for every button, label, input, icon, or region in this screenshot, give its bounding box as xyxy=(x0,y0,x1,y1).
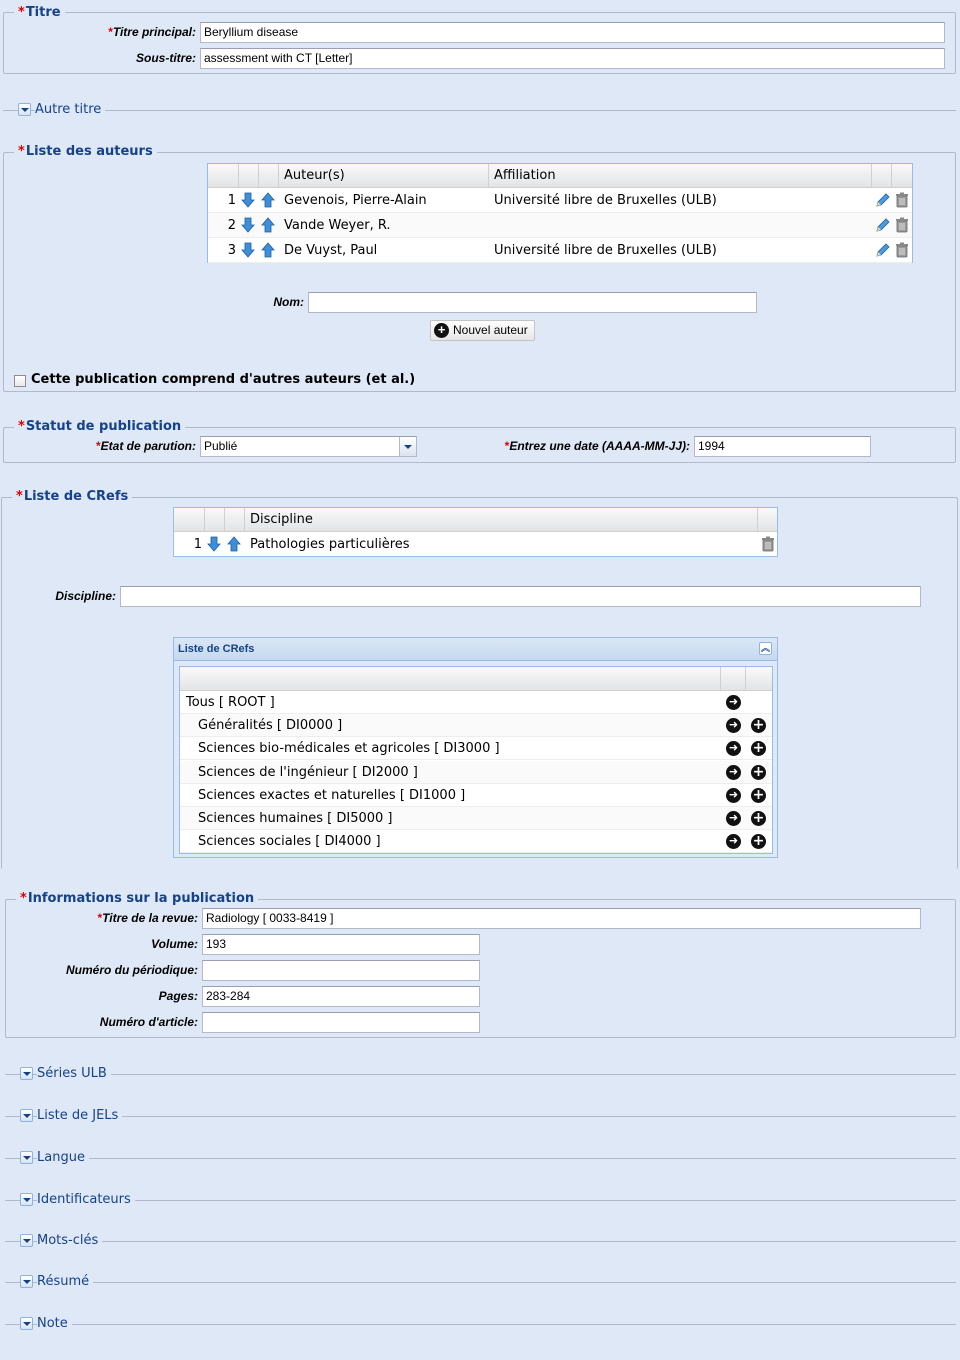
mots-cles-line xyxy=(5,1241,956,1242)
col-down xyxy=(239,164,259,187)
titre-principal-input[interactable]: Beryllium disease xyxy=(200,22,945,43)
tree-row[interactable] xyxy=(180,830,772,853)
identificateurs-toggle-icon[interactable] xyxy=(20,1193,33,1206)
author-name: De Vuyst, Paul xyxy=(284,243,378,258)
go-arrow-icon[interactable]: ➜ xyxy=(726,834,741,849)
numero-input[interactable] xyxy=(202,960,480,981)
crefs-grid-header xyxy=(174,508,777,532)
resume-line xyxy=(5,1282,956,1283)
series-ulb-toggle-icon[interactable] xyxy=(20,1067,33,1080)
trash-icon[interactable] xyxy=(894,242,910,258)
move-down-arrow-icon[interactable] xyxy=(241,192,255,208)
sous-titre-input[interactable]: assessment with CT [Letter] xyxy=(200,48,945,69)
nom-input[interactable] xyxy=(308,292,757,313)
go-arrow-icon[interactable]: ➜ xyxy=(726,788,741,803)
etat-label: *Etat de parution: xyxy=(95,439,196,453)
crefs-tree-panel xyxy=(173,637,778,858)
liste-jels-toggle-icon[interactable] xyxy=(20,1109,33,1122)
note-title[interactable]: Note xyxy=(37,1316,72,1332)
langue-toggle-icon[interactable] xyxy=(20,1151,33,1164)
move-down-arrow-icon[interactable] xyxy=(207,536,221,552)
crefs-legend: *Liste de CRefs xyxy=(12,489,132,505)
table-row[interactable] xyxy=(208,213,912,238)
numero-label: Numéro du périodique: xyxy=(66,963,198,977)
add-plus-icon[interactable]: + xyxy=(752,763,765,780)
crefs-panel-title: Liste de CRefs xyxy=(178,643,255,655)
table-row[interactable] xyxy=(208,188,912,213)
collapse-up-icon[interactable]: ︽ xyxy=(760,643,770,653)
add-plus-icon[interactable]: + xyxy=(752,717,765,734)
author-name: Vande Weyer, R. xyxy=(284,218,391,233)
tree-row[interactable] xyxy=(180,784,772,807)
author-affiliation: Université libre de Bruxelles (ULB) xyxy=(494,193,717,208)
infos-legend: *Informations sur la publication xyxy=(16,891,258,907)
row-number: 1 xyxy=(193,537,202,552)
date-input[interactable]: 1994 xyxy=(694,436,871,457)
col-up xyxy=(225,508,245,531)
et-al-checkbox[interactable] xyxy=(14,375,26,387)
row-number: 2 xyxy=(227,218,236,233)
article-input[interactable] xyxy=(202,1012,480,1033)
discipline-input[interactable] xyxy=(120,586,921,607)
langue-line xyxy=(5,1158,956,1159)
row-number: 3 xyxy=(227,243,236,258)
auteurs-legend: *Liste des auteurs xyxy=(14,144,157,160)
tree-row[interactable] xyxy=(180,691,772,714)
move-up-arrow-icon[interactable] xyxy=(261,192,275,208)
volume-label: Volume: xyxy=(151,937,198,951)
resume-toggle-icon[interactable] xyxy=(20,1275,33,1288)
crefs-grid xyxy=(173,507,778,557)
note-toggle-icon[interactable] xyxy=(20,1317,33,1330)
revue-input[interactable]: Radiology [ 0033-8419 ] xyxy=(202,908,921,929)
auteurs-grid-header xyxy=(208,164,912,188)
move-down-arrow-icon[interactable] xyxy=(241,242,255,258)
table-row[interactable] xyxy=(174,532,777,557)
table-row[interactable] xyxy=(208,238,912,263)
trash-icon[interactable] xyxy=(894,217,910,233)
add-plus-icon[interactable]: + xyxy=(752,786,765,803)
col-rownum xyxy=(174,508,205,531)
trash-icon[interactable] xyxy=(760,536,776,552)
nom-label: Nom: xyxy=(273,295,304,309)
go-arrow-icon[interactable]: ➜ xyxy=(726,811,741,826)
langue-title[interactable]: Langue xyxy=(37,1150,89,1166)
tree-row[interactable] xyxy=(180,807,772,830)
edit-pencil-icon[interactable] xyxy=(874,217,890,233)
go-arrow-icon[interactable]: ➜ xyxy=(726,741,741,756)
col-auteur[interactable]: Auteur(s) xyxy=(279,164,489,187)
sous-titre-label: Sous-titre: xyxy=(136,51,196,65)
article-label: Numéro d'article: xyxy=(99,1015,198,1029)
author-affiliation: Université libre de Bruxelles (ULB) xyxy=(494,243,717,258)
tree-node-label: Sciences exactes et naturelles [ DI1000 ] xyxy=(198,787,466,803)
add-plus-icon[interactable]: + xyxy=(752,810,765,826)
tree-node-label: Généralités [ DI0000 ] xyxy=(198,718,343,734)
col-edit xyxy=(872,164,892,187)
go-arrow-icon[interactable]: ➜ xyxy=(726,765,741,780)
go-arrow-icon[interactable]: ➜ xyxy=(726,718,741,733)
et-al-label[interactable]: Cette publication comprend d'autres auteurs (et al.) xyxy=(31,372,416,387)
col-add xyxy=(746,667,772,690)
col-affiliation[interactable]: Affiliation xyxy=(489,164,872,187)
move-down-arrow-icon[interactable] xyxy=(241,217,255,233)
liste-jels-line xyxy=(5,1116,956,1117)
pages-input[interactable]: 283-284 xyxy=(202,986,480,1007)
crefs-tree-grid xyxy=(179,666,773,854)
plus-circle-icon: + xyxy=(434,323,449,338)
resume-title[interactable]: Résumé xyxy=(37,1274,93,1290)
discipline-label: Discipline: xyxy=(55,589,116,603)
note-line xyxy=(5,1324,956,1325)
titre-legend: *Titre xyxy=(14,5,65,21)
dropdown-arrow-icon[interactable] xyxy=(399,437,416,456)
pages-label: Pages: xyxy=(158,989,198,1003)
col-delete xyxy=(758,508,777,531)
identificateurs-title[interactable]: Identificateurs xyxy=(37,1192,135,1208)
tree-node-label: Sciences humaines [ DI5000 ] xyxy=(198,811,393,826)
col-down xyxy=(205,508,225,531)
tree-row[interactable] xyxy=(180,714,772,737)
tree-row[interactable] xyxy=(180,737,772,760)
series-ulb-line xyxy=(5,1074,956,1075)
go-arrow-icon[interactable]: ➜ xyxy=(726,695,741,710)
col-delete xyxy=(892,164,912,187)
move-up-arrow-icon[interactable] xyxy=(227,536,241,552)
author-name: Gevenois, Pierre-Alain xyxy=(284,193,427,208)
col-up xyxy=(259,164,279,187)
liste-jels-title[interactable]: Liste de JELs xyxy=(37,1108,122,1124)
col-go xyxy=(721,667,746,690)
etat-select-value: Publié xyxy=(204,439,238,453)
trash-icon[interactable] xyxy=(894,192,910,208)
volume-input[interactable]: 193 xyxy=(202,934,480,955)
tree-row[interactable] xyxy=(180,761,772,784)
titre-principal-label: *Titre principal: xyxy=(108,25,196,39)
mots-cles-title[interactable]: Mots-clés xyxy=(37,1233,102,1249)
identificateurs-line xyxy=(5,1200,956,1201)
col-rownum xyxy=(208,164,239,187)
autre-titre-line xyxy=(3,110,956,111)
statut-legend: *Statut de publication xyxy=(14,419,185,435)
discipline-name: Pathologies particulières xyxy=(250,537,410,552)
etat-select[interactable] xyxy=(200,436,417,457)
tree-node-label: Tous [ ROOT ] xyxy=(186,695,275,710)
add-plus-icon[interactable]: + xyxy=(752,740,765,757)
tree-node-label: Sciences bio-médicales et agricoles [ DI3000 ] xyxy=(198,741,500,757)
move-up-arrow-icon[interactable] xyxy=(261,217,275,233)
tree-node-label: Sciences de l'ingénieur [ DI2000 ] xyxy=(198,764,418,780)
revue-label: *Titre de la revue: xyxy=(97,911,198,925)
col-discipline[interactable]: Discipline xyxy=(245,508,758,531)
crefs-panel-header xyxy=(174,638,777,661)
date-label: *Entrez une date (AAAA-MM-JJ): xyxy=(504,439,690,453)
autre-titre-toggle-icon[interactable] xyxy=(18,103,31,116)
nouvel-auteur-button[interactable] xyxy=(430,320,535,341)
row-number: 1 xyxy=(227,193,236,208)
series-ulb-title[interactable]: Séries ULB xyxy=(37,1066,111,1082)
edit-pencil-icon[interactable] xyxy=(874,192,890,208)
add-plus-icon[interactable]: + xyxy=(752,833,765,850)
tree-node-label: Sciences sociales [ DI4000 ] xyxy=(198,834,381,850)
nouvel-auteur-label: Nouvel auteur xyxy=(453,323,528,337)
autre-titre-title[interactable]: Autre titre xyxy=(35,102,105,118)
edit-pencil-icon[interactable] xyxy=(874,242,890,258)
crefs-tree-header xyxy=(180,667,772,691)
col-tree-label xyxy=(180,667,721,690)
auteurs-grid xyxy=(207,163,913,263)
move-up-arrow-icon[interactable] xyxy=(261,242,275,258)
mots-cles-toggle-icon[interactable] xyxy=(20,1234,33,1247)
